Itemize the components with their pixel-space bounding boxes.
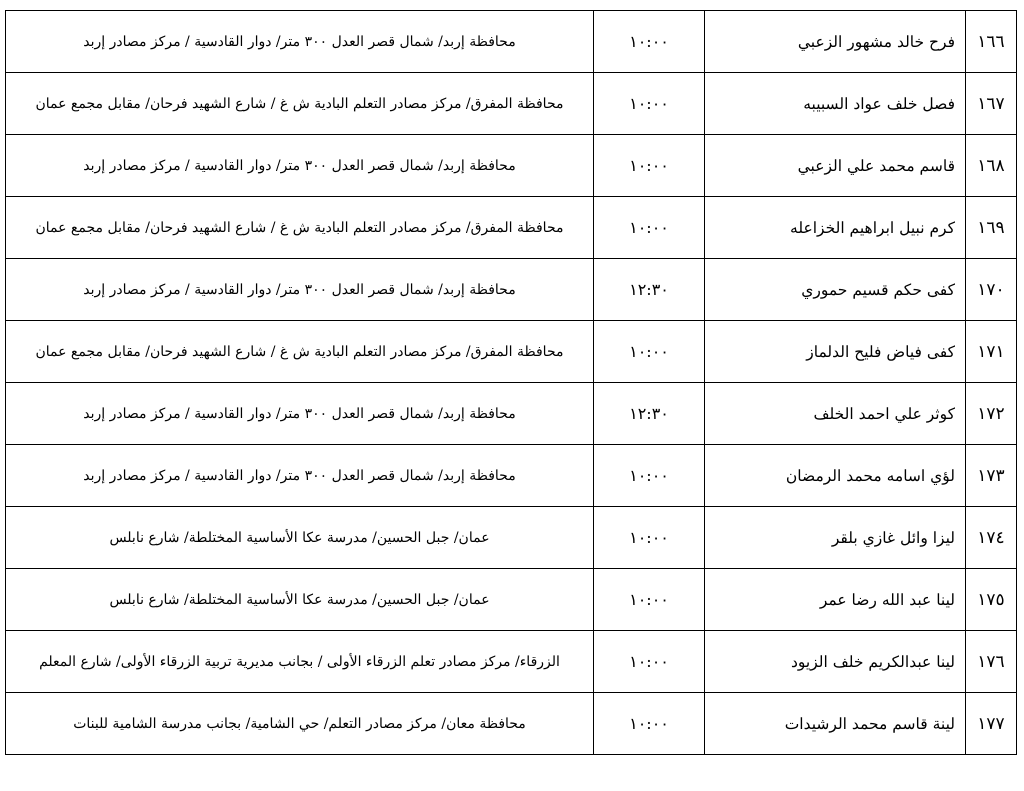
schedule-table xyxy=(5,10,1017,755)
exam-location: محافظة المفرق/ مركز مصادر التعلم البادية ش غ / شارع الشهيد فرحان/ مقابل مجمع عمان xyxy=(6,197,594,259)
student-name: فرح خالد مشهور الزعبي xyxy=(705,11,966,73)
exam-time: ١٢:٣٠ xyxy=(594,259,705,321)
exam-time: ١٠:٠٠ xyxy=(594,321,705,383)
student-name: لينا عبدالكريم خلف الزيود xyxy=(705,631,966,693)
schedule-table-body xyxy=(6,11,1017,755)
table-row xyxy=(6,73,1017,135)
table-row xyxy=(6,197,1017,259)
exam-time: ١٠:٠٠ xyxy=(594,135,705,197)
student-name: فصل خلف عواد السبيبه xyxy=(705,73,966,135)
exam-location: عمان/ جبل الحسين/ مدرسة عكا الأساسية المختلطة/ شارع نابلس xyxy=(6,507,594,569)
exam-time: ١٠:٠٠ xyxy=(594,507,705,569)
exam-location: محافظة إربد/ شمال قصر العدل ٣٠٠ متر/ دوار القادسية / مركز مصادر إربد xyxy=(6,11,594,73)
row-number: ١٦٨ xyxy=(966,135,1017,197)
exam-location: محافظة إربد/ شمال قصر العدل ٣٠٠ متر/ دوار القادسية / مركز مصادر إربد xyxy=(6,383,594,445)
table-row xyxy=(6,631,1017,693)
row-number: ١٧١ xyxy=(966,321,1017,383)
row-number: ١٧٠ xyxy=(966,259,1017,321)
exam-location: محافظة المفرق/ مركز مصادر التعلم البادية ش غ / شارع الشهيد فرحان/ مقابل مجمع عمان xyxy=(6,73,594,135)
exam-location: الزرقاء/ مركز مصادر تعلم الزرقاء الأولى / بجانب مديرية تربية الزرقاء الأولى/ شارع المعلم xyxy=(6,631,594,693)
student-name: كفى حكم قسيم حموري xyxy=(705,259,966,321)
table-row xyxy=(6,507,1017,569)
exam-time: ١٠:٠٠ xyxy=(594,73,705,135)
student-name: قاسم محمد علي الزعبي xyxy=(705,135,966,197)
exam-time: ١٠:٠٠ xyxy=(594,631,705,693)
exam-time: ١٠:٠٠ xyxy=(594,197,705,259)
exam-location: محافظة إربد/ شمال قصر العدل ٣٠٠ متر/ دوار القادسية / مركز مصادر إربد xyxy=(6,445,594,507)
table-row xyxy=(6,135,1017,197)
exam-location: محافظة إربد/ شمال قصر العدل ٣٠٠ متر/ دوار القادسية / مركز مصادر إربد xyxy=(6,135,594,197)
row-number: ١٧٣ xyxy=(966,445,1017,507)
row-number: ١٧٦ xyxy=(966,631,1017,693)
row-number: ١٦٦ xyxy=(966,11,1017,73)
student-name: لينا عبد الله رضا عمر xyxy=(705,569,966,631)
exam-time: ١٠:٠٠ xyxy=(594,693,705,755)
exam-location: محافظة معان/ مركز مصادر التعلم/ حي الشامية/ بجانب مدرسة الشامية للبنات xyxy=(6,693,594,755)
exam-time: ١٠:٠٠ xyxy=(594,11,705,73)
table-row xyxy=(6,259,1017,321)
row-number: ١٧٥ xyxy=(966,569,1017,631)
student-name: لؤي اسامه محمد الرمضان xyxy=(705,445,966,507)
row-number: ١٦٧ xyxy=(966,73,1017,135)
student-name: كفى فياض فليح الدلماز xyxy=(705,321,966,383)
exam-time: ١٢:٣٠ xyxy=(594,383,705,445)
exam-location: محافظة المفرق/ مركز مصادر التعلم البادية ش غ / شارع الشهيد فرحان/ مقابل مجمع عمان xyxy=(6,321,594,383)
exam-location: محافظة إربد/ شمال قصر العدل ٣٠٠ متر/ دوار القادسية / مركز مصادر إربد xyxy=(6,259,594,321)
row-number: ١٦٩ xyxy=(966,197,1017,259)
table-row xyxy=(6,569,1017,631)
student-name: لينة قاسم محمد الرشيدات xyxy=(705,693,966,755)
table-row xyxy=(6,693,1017,755)
exam-time: ١٠:٠٠ xyxy=(594,569,705,631)
row-number: ١٧٤ xyxy=(966,507,1017,569)
table-row xyxy=(6,383,1017,445)
exam-location: عمان/ جبل الحسين/ مدرسة عكا الأساسية المختلطة/ شارع نابلس xyxy=(6,569,594,631)
row-number: ١٧٧ xyxy=(966,693,1017,755)
student-name: كرم نبيل ابراهيم الخزاعله xyxy=(705,197,966,259)
table-row xyxy=(6,11,1017,73)
table-row xyxy=(6,445,1017,507)
exam-time: ١٠:٠٠ xyxy=(594,445,705,507)
row-number: ١٧٢ xyxy=(966,383,1017,445)
table-row xyxy=(6,321,1017,383)
student-name: كوثر علي احمد الخلف xyxy=(705,383,966,445)
student-name: ليزا وائل غازي بلقر xyxy=(705,507,966,569)
